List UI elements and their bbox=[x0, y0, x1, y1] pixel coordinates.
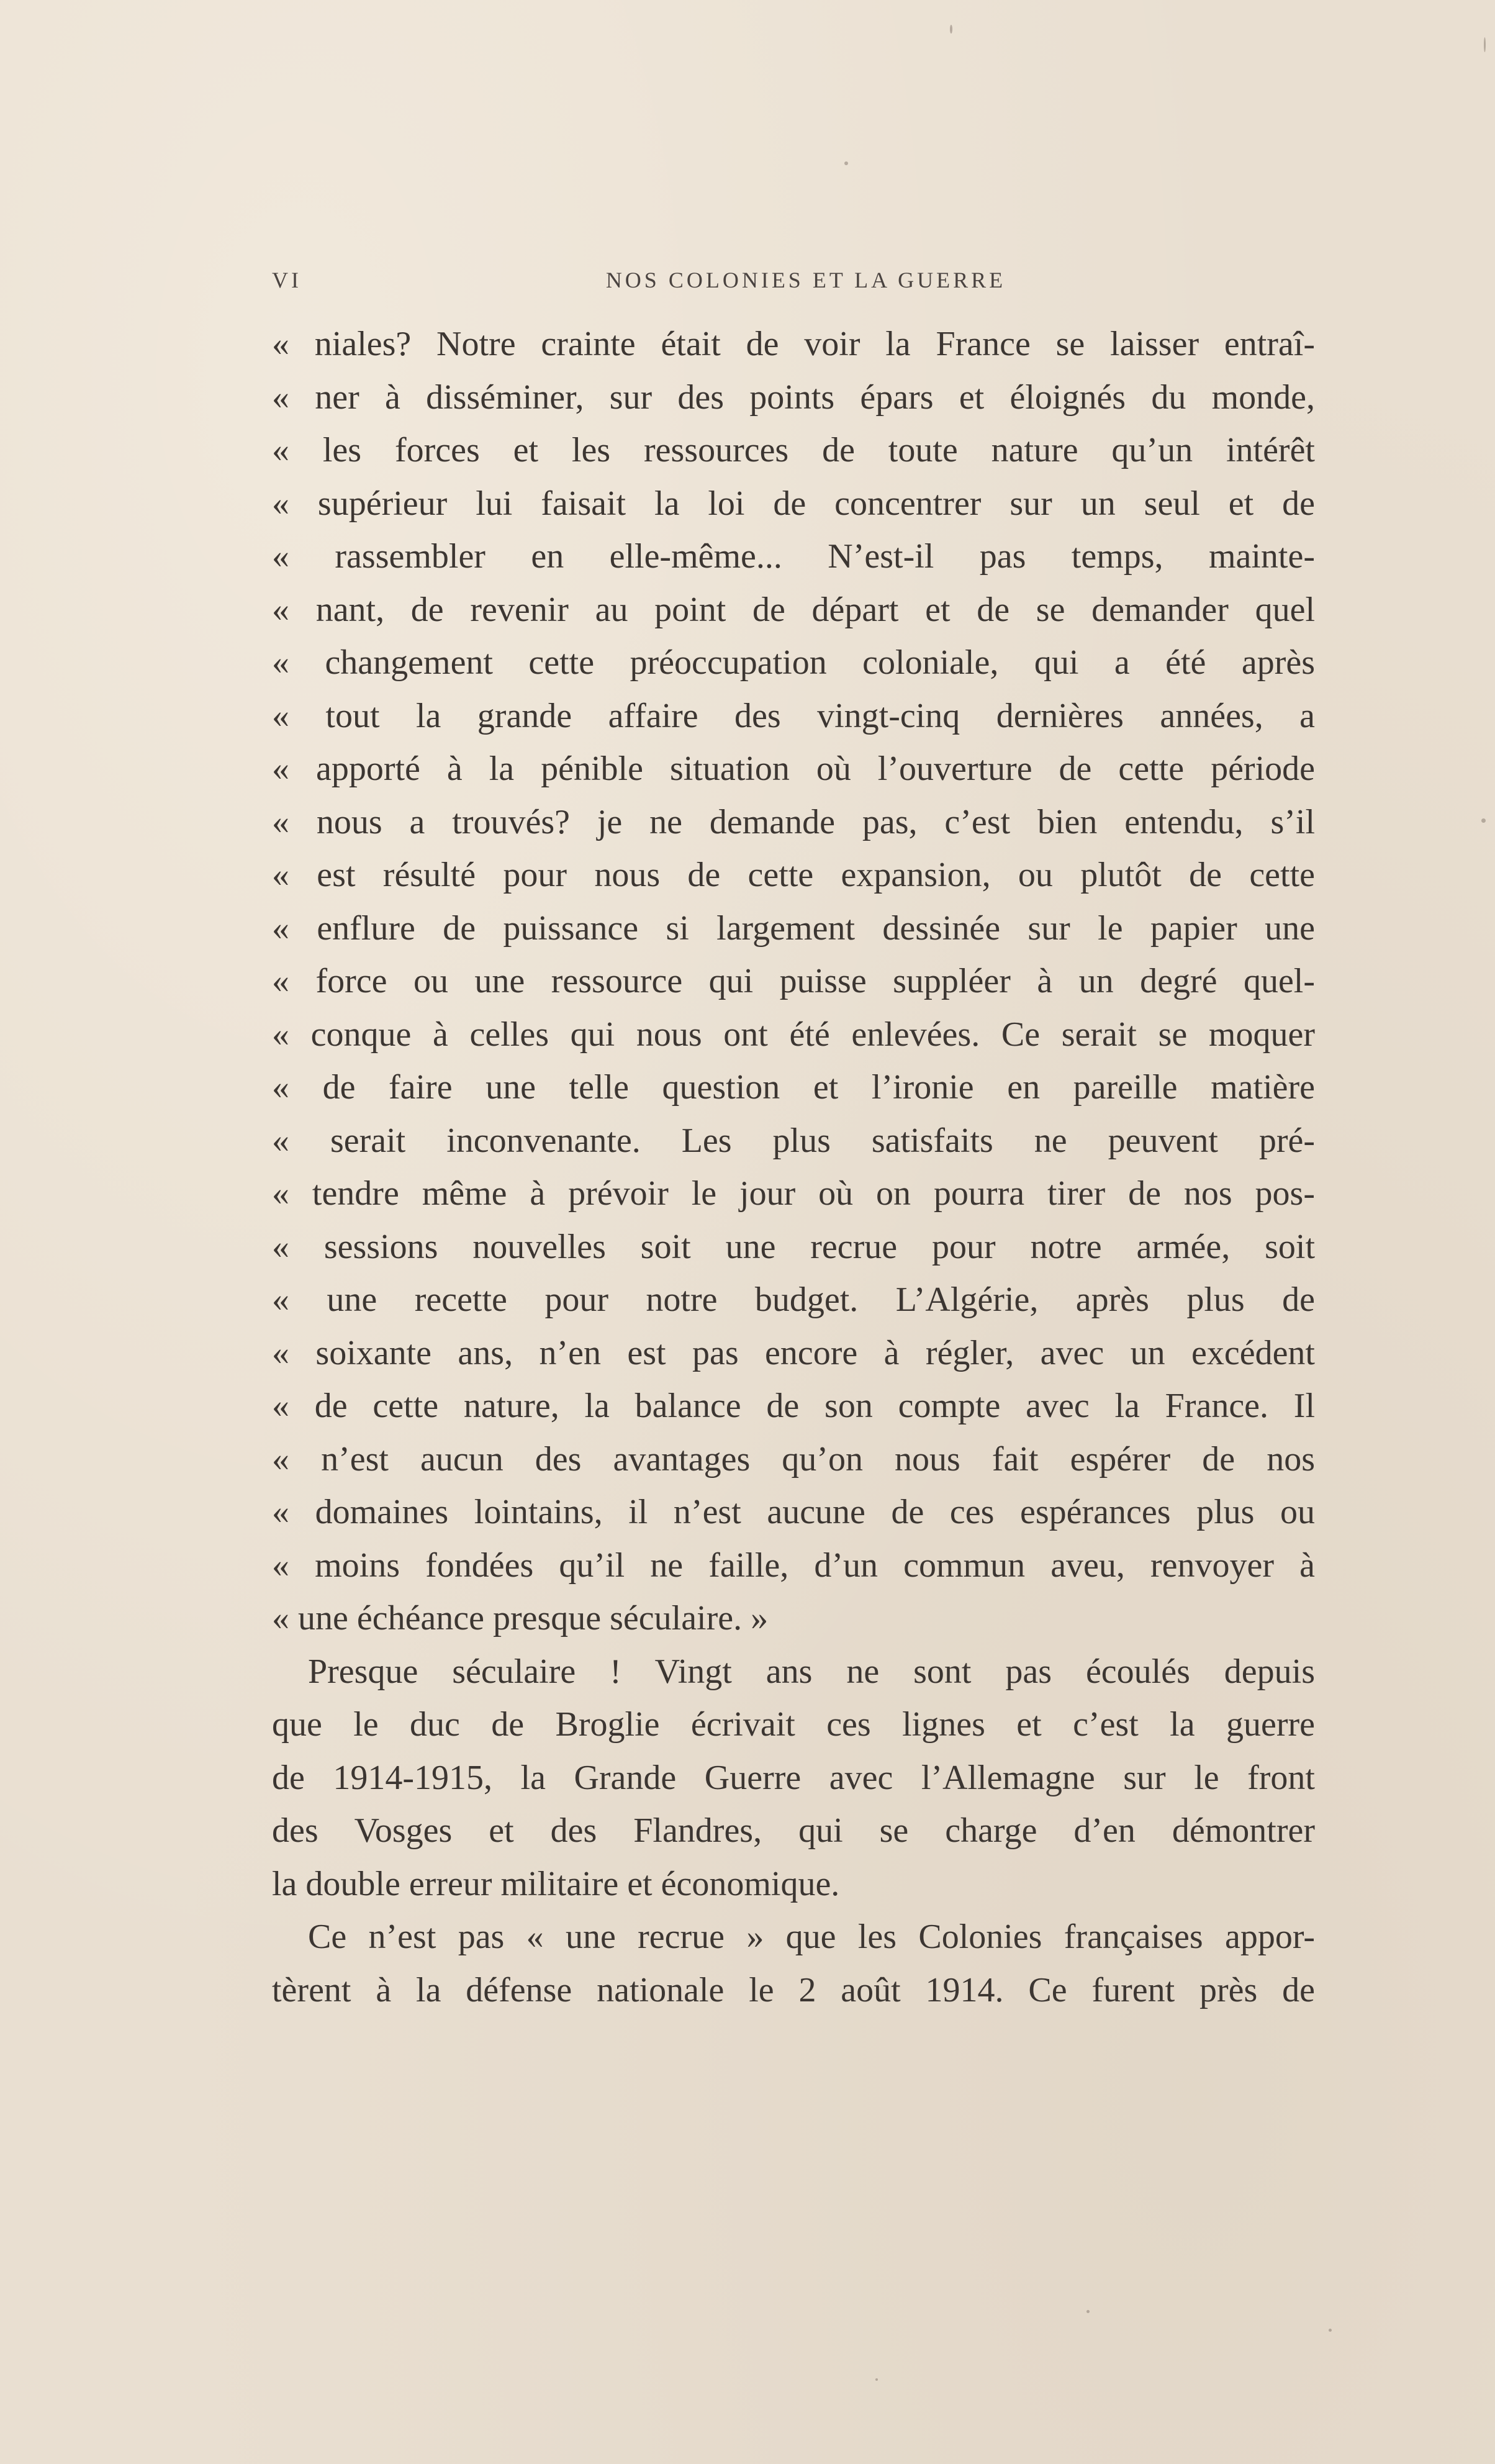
paper-speck bbox=[1481, 818, 1486, 823]
text-line: « changement cette préoccupation coloniale, qui a été après bbox=[272, 643, 1315, 682]
text-line: la double erreur militaire et économique. bbox=[272, 1864, 840, 1903]
text-line: « serait inconvenante. Les plus satisfaits ne peuvent pré- bbox=[272, 1121, 1315, 1160]
text-line: « de faire une telle question et l’ironie en pareille matière bbox=[272, 1068, 1315, 1107]
paper-speck bbox=[1484, 37, 1486, 52]
text-line: Ce n’est pas « une recrue » que les Colonies françaises appor- bbox=[308, 1918, 1315, 1956]
text-line: que le duc de Broglie écrivait ces lignes et c’est la guerre bbox=[272, 1705, 1315, 1744]
text-line: « une échéance presque séculaire. » bbox=[272, 1599, 769, 1637]
paper-speck bbox=[950, 25, 952, 34]
text-line: « niales? Notre crainte était de voir la France se laisser entraî- bbox=[272, 325, 1315, 363]
text-line: de 1914-1915, la Grande Guerre avec l’Allemagne sur le front bbox=[272, 1758, 1315, 1797]
text-line: « nous a trouvés? je ne demande pas, c’est bien entendu, s’il bbox=[272, 802, 1315, 841]
text-line: « sessions nouvelles soit une recrue pour notre armée, soit bbox=[272, 1227, 1315, 1266]
paper-speck bbox=[1329, 2329, 1332, 2332]
text-line: « apporté à la pénible situation où l’ouverture de cette période bbox=[272, 750, 1315, 788]
text-line: « domaines lointains, il n’est aucune de ces espérances plus ou bbox=[272, 1493, 1315, 1531]
text-line: « tendre même à prévoir le jour où on pourra tirer de nos pos- bbox=[272, 1174, 1315, 1213]
paragraph-une-recrue bbox=[272, 1911, 1315, 2017]
text-line: Presque séculaire ! Vingt ans ne sont pas écoulés depuis bbox=[308, 1652, 1315, 1691]
text-line: « tout la grande affaire des vingt-cinq dernières années, a bbox=[272, 696, 1315, 735]
text-line: « les forces et les ressources de toute nature qu’un intérêt bbox=[272, 431, 1315, 469]
text-line: tèrent à la défense nationale le 2 août 1914. Ce furent près de bbox=[272, 1970, 1315, 2009]
body-text bbox=[272, 318, 1315, 2017]
paper-speck bbox=[844, 161, 848, 165]
paragraph-presque-seculaire bbox=[272, 1646, 1315, 1911]
text-line: « force ou une ressource qui puisse suppléer à un degré quel- bbox=[272, 962, 1315, 1000]
text-line: « de cette nature, la balance de son compte avec la France. Il bbox=[272, 1387, 1315, 1425]
text-line: « soixante ans, n’en est pas encore à régler, avec un excédent bbox=[272, 1333, 1315, 1372]
text-line: « rassembler en elle-même... N’est-il pas temps, mainte- bbox=[272, 537, 1315, 576]
text-line: « n’est aucun des avantages qu’on nous fait espérer de nos bbox=[272, 1439, 1315, 1479]
page-number: VI bbox=[272, 268, 302, 292]
text-line: « enflure de puissance si largement dessinée sur le papier une bbox=[272, 908, 1315, 948]
text-line: « ner à disséminer, sur des points épars et éloignés du monde, bbox=[272, 378, 1315, 417]
text-line: « conque à celles qui nous ont été enlevées. Ce serait se moquer bbox=[272, 1015, 1315, 1054]
text-line: « nant, de revenir au point de départ et de se demander quel bbox=[272, 590, 1315, 629]
text-line: « supérieur lui faisait la loi de concentrer sur un seul et de bbox=[272, 484, 1315, 523]
paper-speck bbox=[875, 2378, 878, 2381]
quotation-paragraph bbox=[272, 318, 1315, 1646]
paper-speck bbox=[1086, 2310, 1090, 2313]
running-title: NOS COLONIES ET LA GUERRE bbox=[605, 268, 1006, 292]
text-line: « une recette pour notre budget. L’Algérie, après plus de bbox=[272, 1280, 1315, 1319]
page-header bbox=[272, 261, 1315, 304]
text-line: des Vosges et des Flandres, qui se charge d’en démontrer bbox=[272, 1811, 1315, 1850]
text-line: « moins fondées qu’il ne faille, d’un commun aveu, renvoyer à bbox=[272, 1546, 1315, 1585]
book-page bbox=[272, 261, 1315, 2017]
text-line: « est résulté pour nous de cette expansion, ou plutôt de cette bbox=[272, 856, 1315, 894]
